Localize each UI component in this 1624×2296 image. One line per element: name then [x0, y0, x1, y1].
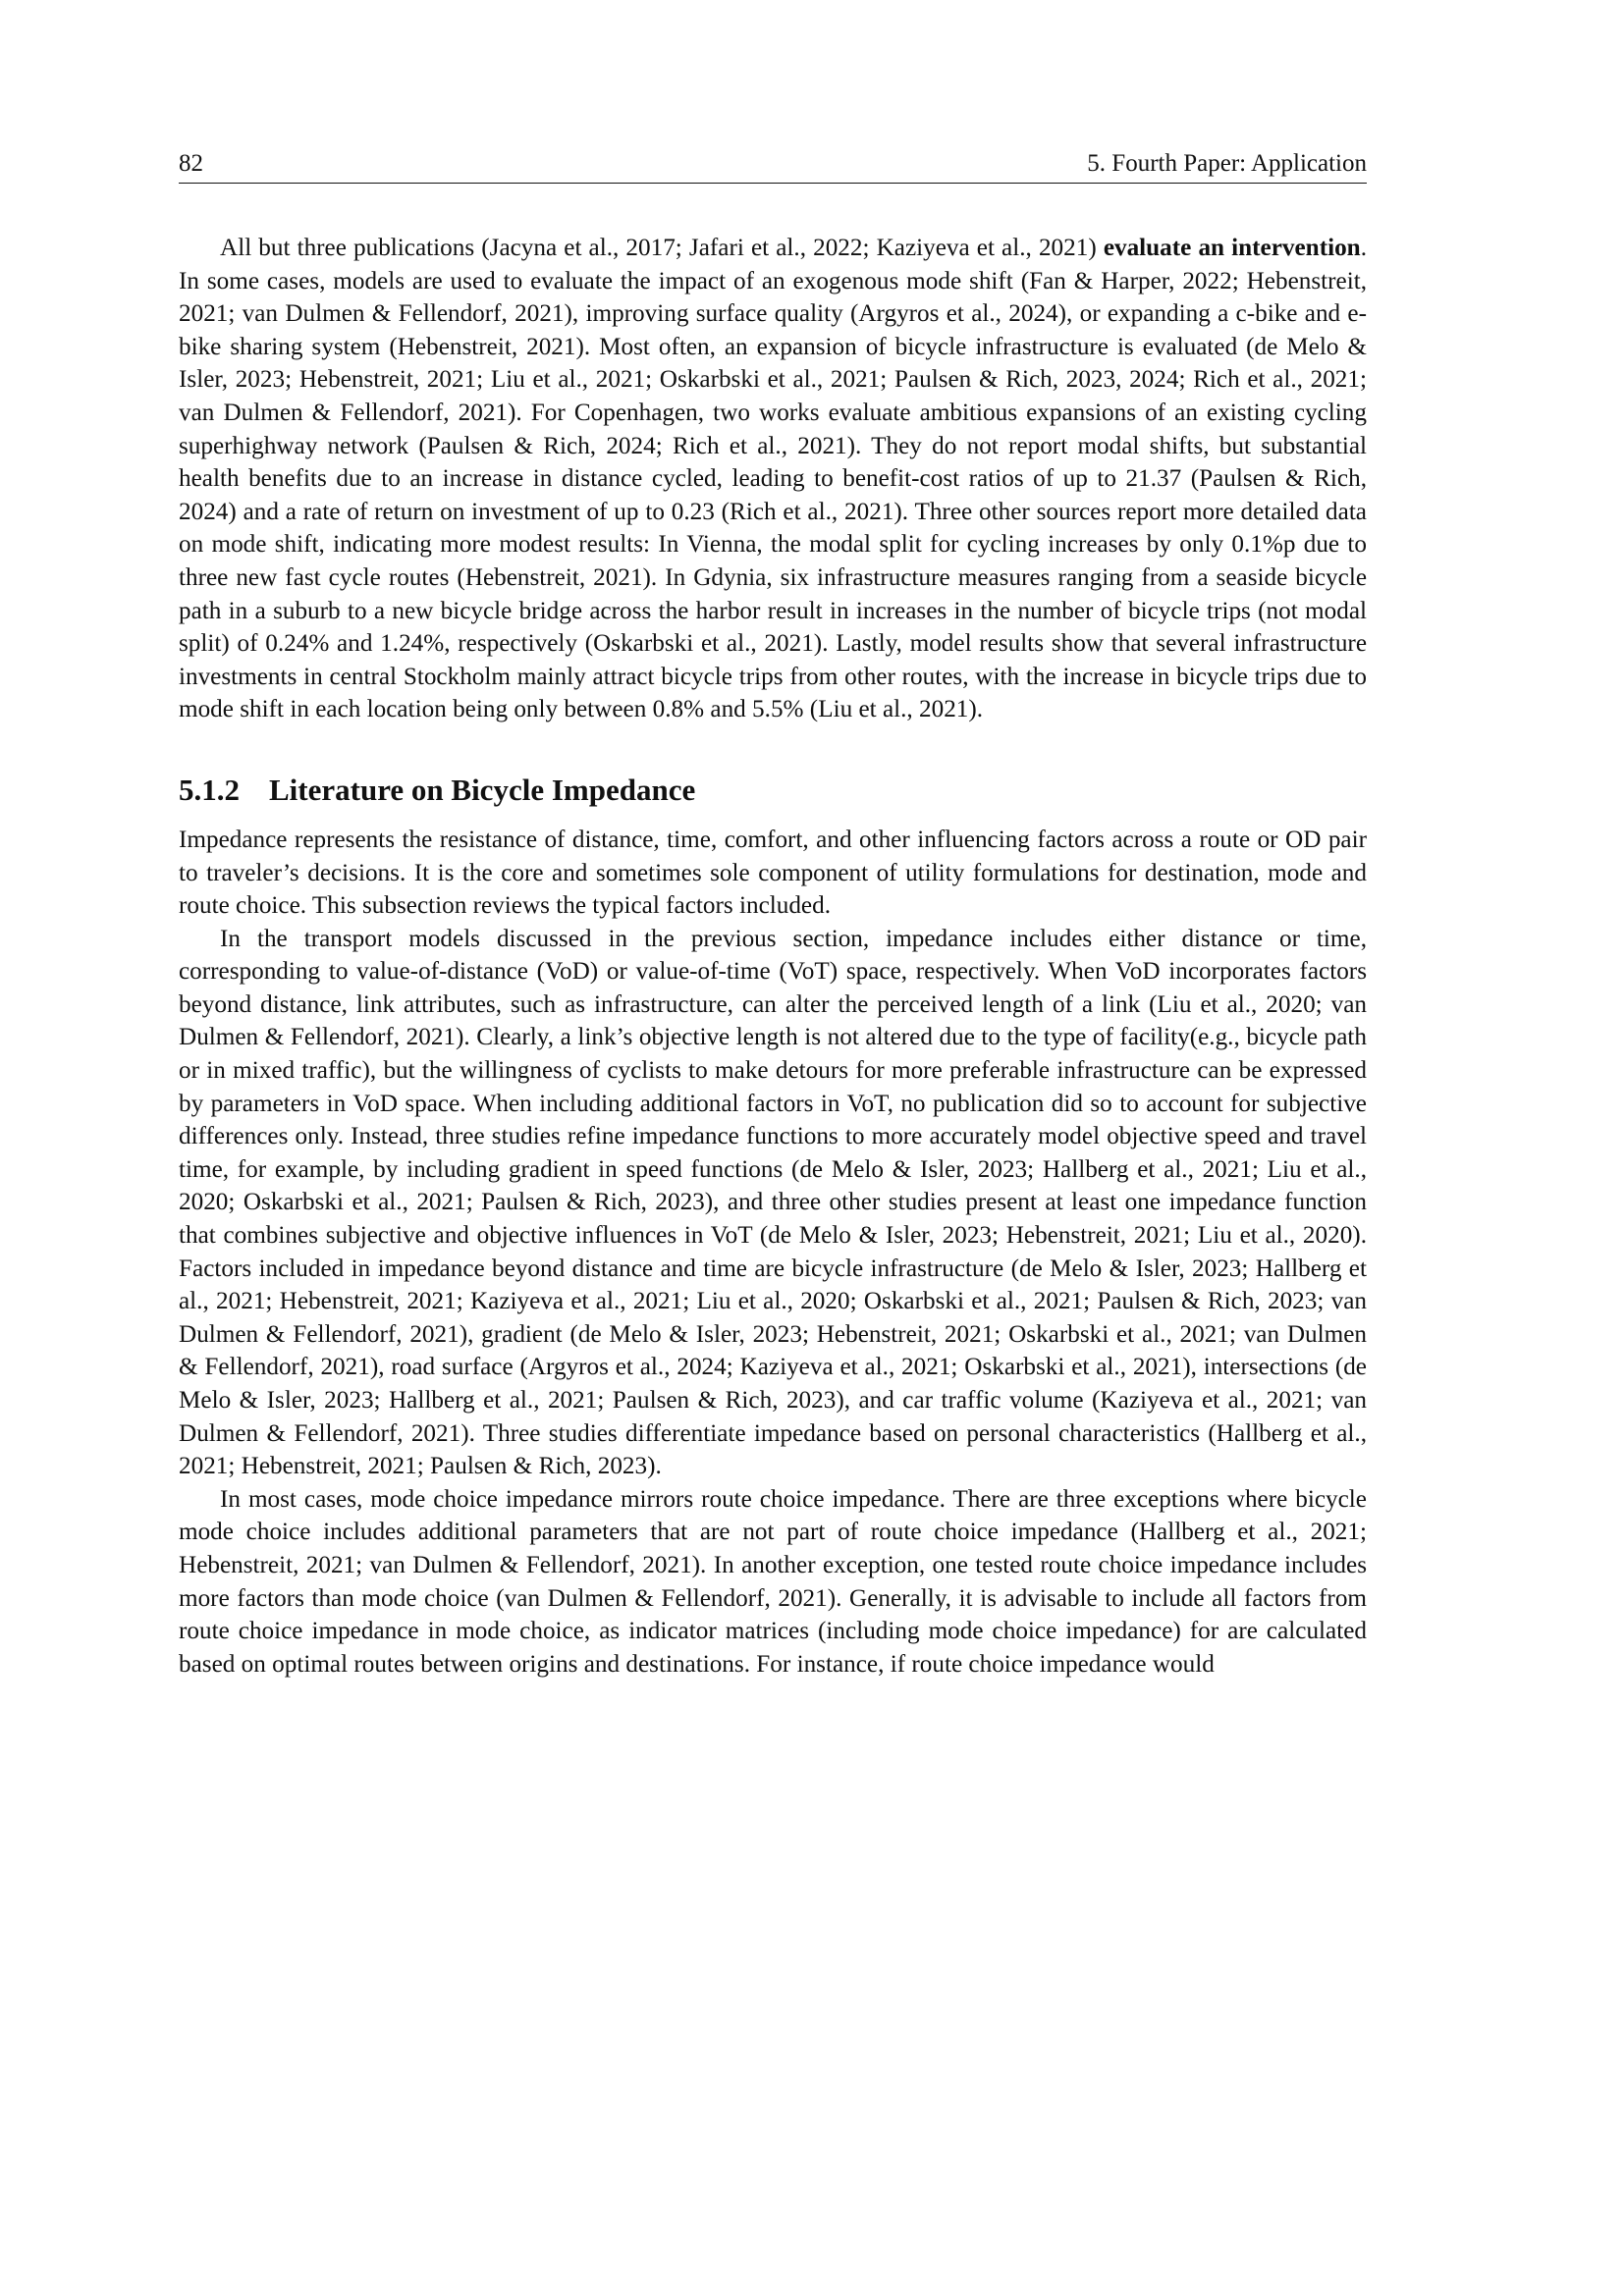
- paragraph-impedance-factors: In the transport models discussed in the previous section, impedance includes either distance or time, corresponding to value-of-distance (VoD) or value-of-time (VoT) space, respectively. When VoD incorporates factors beyond distance, link attributes, such as infrastructure, can alter the perceived length of a link (Liu et al., 2020; van Dulmen & Fellendorf, 2021). Clearly, a link’s objective length is not altered due to the type of facility(e.g., bicycle path or in mixed traffic), but the willingness of cyclists to make detours for more preferable infrastructure can be expressed by parameters in VoD space. When including additional factors in VoT, no publication did so to account for subjective differences only. Instead, three studies refine impedance functions to more accurately model objective speed and travel time, for example, by including gradient in speed functions (de Melo & Isler, 2023; Hallberg et al., 2021; Liu et al., 2020; Oskarbski et al., 2021; Paulsen & Rich, 2023), and three other studies present at least one impedance function that combines subjective and objective influences in VoT (de Melo & Isler, 2023; Hebenstreit, 2021; Liu et al., 2020). Factors included in impedance beyond distance and time are bicycle infrastructure (de Melo & Isler, 2023; Hallberg et al., 2021; Hebenstreit, 2021; Kaziyeva et al., 2021; Liu et al., 2020; Oskarbski et al., 2021; Paulsen & Rich, 2023; van Dulmen & Fellendorf, 2021), gradient (de Melo & Isler, 2023; Hebenstreit, 2021; Oskarbski et al., 2021; van Dulmen & Fellendorf, 2021), road surface (Argyros et al., 2024; Kaziyeva et al., 2021; Oskarbski et al., 2021), intersections (de Melo & Isler, 2023; Hallberg et al., 2021; Paulsen & Rich, 2023), and car traffic volume (Kaziyeva et al., 2021; van Dulmen & Fellendorf, 2021). Three studies differentiate impedance based on personal characteristics (Hallberg et al., 2021; Hebenstreit, 2021; Paulsen & Rich, 2023).: [179, 925, 1367, 1480]
- section-number: 5.1.2: [179, 772, 240, 807]
- body-text: [179, 232, 1367, 1681]
- section-title: Literature on Bicycle Impedance: [269, 772, 696, 807]
- paragraph-intervention-rest: . In some cases, models are used to evaluate the impact of an exogenous mode shift (Fan & Harper, 2022; Hebenstreit, 2021; van Dulmen & Fellendorf, 2021), improving surface quality (Argyros et al., 2024), or expanding a c-bike and e-bike sharing system (Hebenstreit, 2021). Most often, an expansion of bicycle infrastructure is evaluated (de Melo & Isler, 2023; Hebenstreit, 2021; Liu et al., 2021; Oskarbski et al., 2021; Paulsen & Rich, 2023, 2024; Rich et al., 2021; van Dulmen & Fellendorf, 2021). For Copenhagen, two works evaluate ambitious expansions of an existing cycling superhighway network (Paulsen & Rich, 2024; Rich et al., 2021). They do not report modal shifts, but substantial health benefits due to an increase in distance cycled, leading to benefit-cost ratios of up to 21.37 (Paulsen & Rich, 2024) and a rate of return on investment of up to 0.23 (Rich et al., 2021). Three other sources report more detailed data on mode shift, indicating more modest results: In Vienna, the modal split for cycling increases by only 0.1%p due to three new fast cycle routes (Hebenstreit, 2021). In Gdynia, six infrastructure measures ranging from a seaside bicycle path in a suburb to a new bicycle bridge across the harbor result in increases in the number of bicycle trips (not modal split) of 0.24% and 1.24%, respectively (Oskarbski et al., 2021). Lastly, model results show that several infrastructure investments in central Stockholm mainly attract bicycle trips from other routes, with the increase in bicycle trips due to mode shift in each location being only between 0.8% and 5.5% (Liu et al., 2021).: [179, 235, 1367, 723]
- paragraph-intervention: [179, 232, 1367, 726]
- chapter-title: 5. Fourth Paper: Application: [1087, 150, 1367, 177]
- page-number: 82: [179, 150, 203, 177]
- paragraph-intervention-lead: All but three publications (Jacyna et al., 2017; Jafari et al., 2022; Kaziyeva et al., 2021): [220, 235, 1104, 261]
- paragraph-impedance-definition: Impedance represents the resistance of distance, time, comfort, and other influencing factors across a route or OD pair to traveler’s decisions. It is the core and sometimes sole component of utility formulations for destination, mode and route choice. This subsection reviews the typical factors included.: [179, 826, 1367, 920]
- section-heading: [179, 771, 1367, 810]
- running-head: [179, 145, 1367, 184]
- paragraph-intervention-emphasis: evaluate an intervention: [1103, 235, 1361, 261]
- paragraph-mode-choice: In most cases, mode choice impedance mirrors route choice impedance. There are three exceptions where bicycle mode choice includes additional parameters that are not part of route choice impedance (Hallberg et al., 2021; Hebenstreit, 2021; van Dulmen & Fellendorf, 2021). In another exception, one tested route choice impedance includes more factors than mode choice (van Dulmen & Fellendorf, 2021). Generally, it is advisable to include all factors from route choice impedance in mode choice, as indicator matrices (including mode choice impedance) for are calculated based on optimal routes between origins and destinations. For instance, if route choice impedance would: [179, 1485, 1367, 1678]
